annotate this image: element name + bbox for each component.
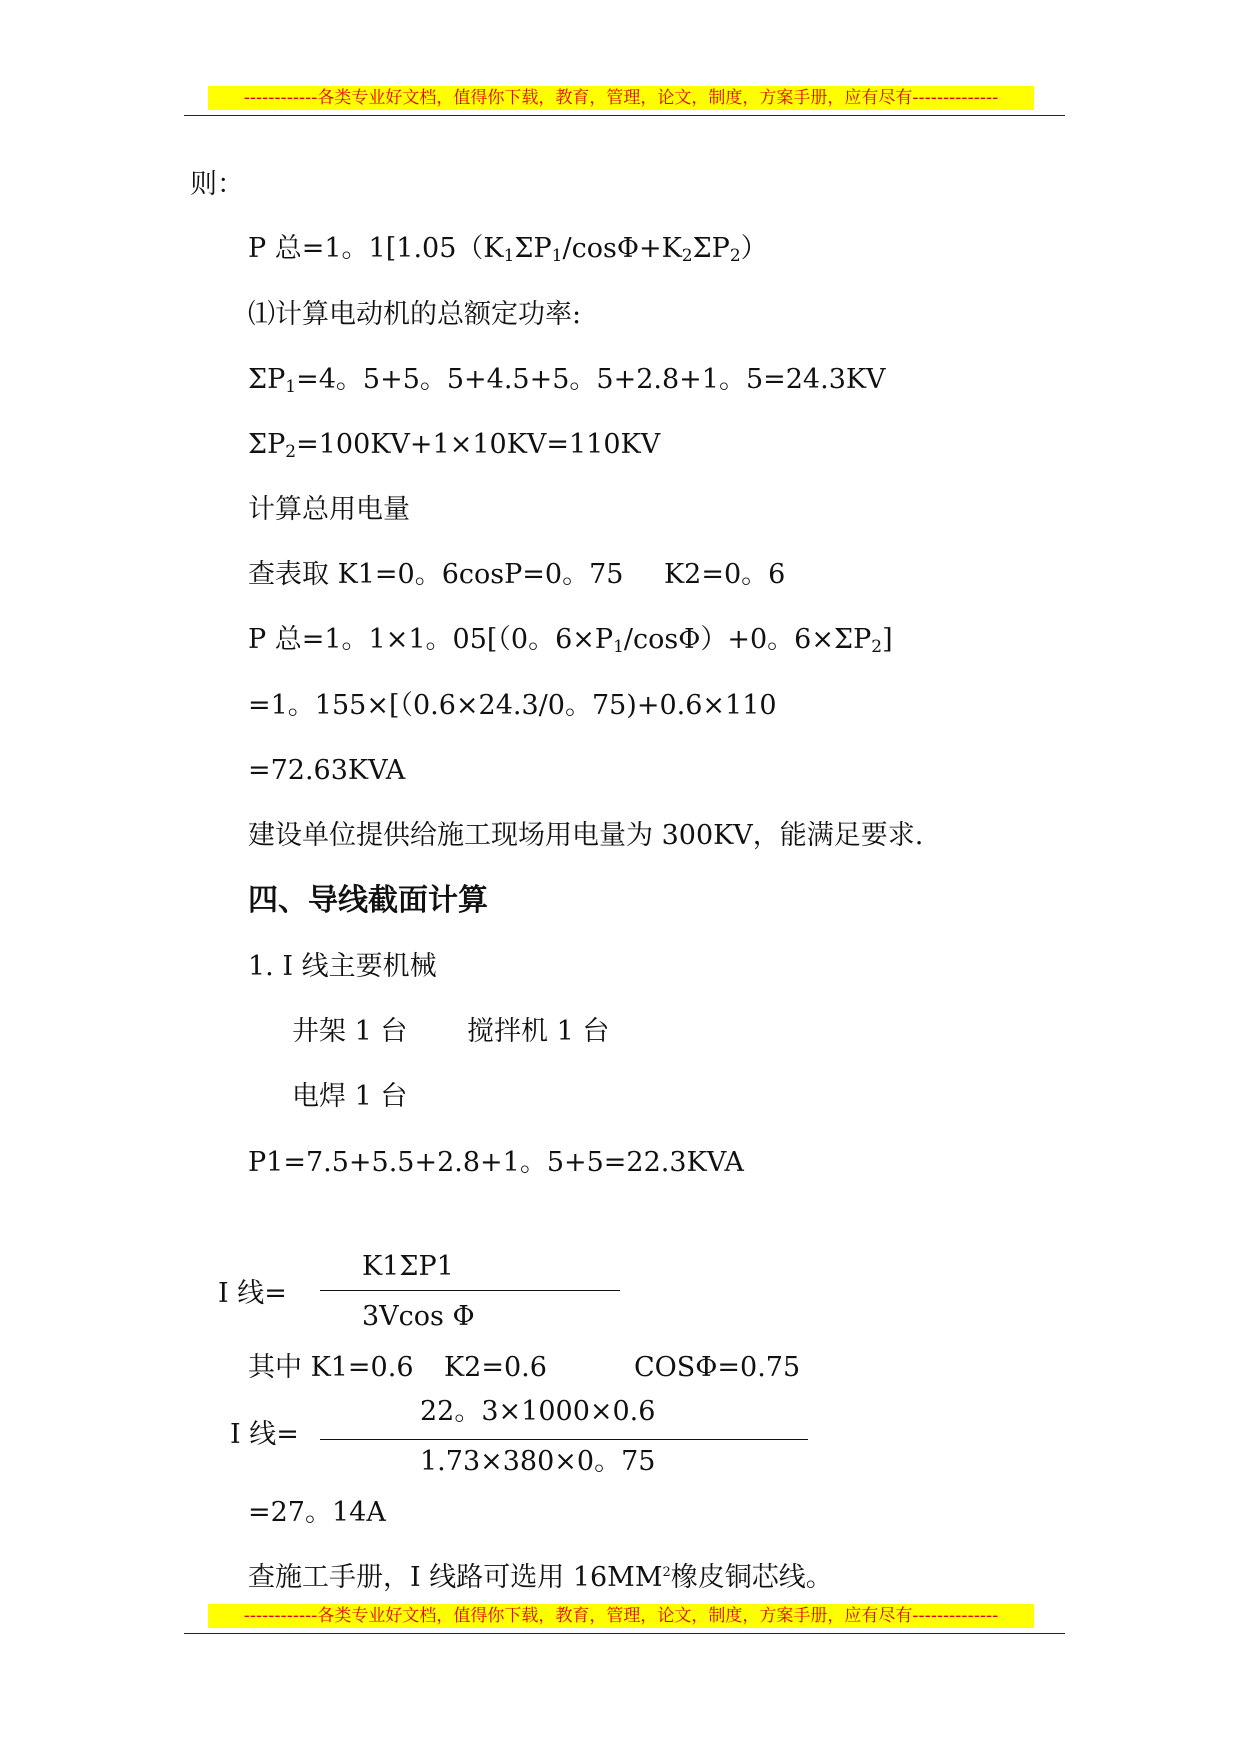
sum-p2-line [248,428,660,462]
subscript: 2 [681,246,693,266]
formula-text: 橡皮铜芯线。 [670,1562,833,1593]
formula-text: =4。5+5。5+4.5+5。5+2.8+1。5=24.3KV [296,364,886,395]
conclusion-line: 建设单位提供给施工现场用电量为 300KV，能满足要求. [248,820,924,851]
fraction-2-bar [320,1439,808,1440]
formula-text: =100KV+1×10KV=110KV [296,429,661,460]
param-cos: COSΦ=0.75 [634,1352,801,1383]
fraction-2-denominator: 1.73×380×0。75 [420,1446,656,1477]
p-total-calc [248,623,893,657]
fraction-2-numerator: 22。3×1000×0.6 [420,1396,656,1427]
formula-text: /cosΦ+K [562,233,682,264]
subscript: 1 [285,377,297,397]
formula-text: ） [740,233,768,264]
subscript: 2 [285,442,297,462]
fraction-1-denominator: 3Vcos Φ [362,1301,475,1332]
footer-banner: ------------各类专业好文档，值得你下载，教育，管理，论文，制度，方案手册，应有尽有-------------- [208,1604,1034,1628]
superscript: 2 [662,1565,671,1580]
result-line: =27。14A [248,1497,386,1528]
machine-3: 电焊 1 台 [292,1081,408,1112]
formula-text: ΣP [692,233,730,264]
fraction-1-bar [320,1290,620,1291]
formula-text: ΣP [248,364,286,395]
header-banner: ------------各类专业好文档，值得你下载，教育，管理，论文，制度，方案手册，应有尽有-------------- [208,86,1034,110]
subscript: 2 [871,637,883,657]
subscript: 1 [551,246,563,266]
lookup-line: 查表取 K1=0。6cosP=0。75 [248,559,624,590]
calc-total-line: 计算总用电量 [248,494,410,525]
header-rule [184,115,1065,116]
eq2-line: =72.63KVA [248,755,406,786]
i-line-label-2: I 线= [230,1419,299,1450]
lookup-k2: K2=0。6 [664,559,786,590]
footer-rule [184,1633,1065,1634]
machine-1: 井架 1 台 [292,1016,408,1047]
formula-text: ΣP [248,429,286,460]
p1-sum-line: P1=7.5+5.5+2.8+1。5+5=22.3KVA [248,1147,744,1178]
final-line [248,1561,833,1595]
ze-line: 则： [190,169,244,200]
formula-text: P 总=1。1[1.05（K [248,233,504,264]
subscript: 1 [503,246,515,266]
param-k1: 其中 K1=0.6 [248,1352,414,1383]
subscript: 1 [613,637,624,657]
p-total-formula [248,232,768,266]
machine-2: 搅拌机 1 台 [467,1016,610,1047]
formula-text: ΣP [514,233,552,264]
subscript: 2 [729,246,741,266]
fraction-1-numerator: K1ΣP1 [362,1251,454,1282]
eq1-line: =1。155×[（0.6×24.3/0。75)+0.6×110 [248,690,777,721]
param-k2: K2=0.6 [444,1352,547,1383]
item1-line: 1. I 线主要机械 [248,951,437,982]
formula-text: P 总=1。1×1。05[（0。6×P [248,624,614,655]
sum-p1-line [248,363,886,397]
i-line-label-1: I 线= [218,1278,287,1309]
formula-text: ] [882,624,893,655]
formula-text: /cosΦ）+0。6×ΣP [623,624,872,655]
formula-text: 查施工手册，I 线路可选用 16MM [248,1562,663,1593]
section-heading: 四、导线截面计算 [248,883,488,918]
step1-line: ⑴计算电动机的总额定功率: [248,299,582,330]
